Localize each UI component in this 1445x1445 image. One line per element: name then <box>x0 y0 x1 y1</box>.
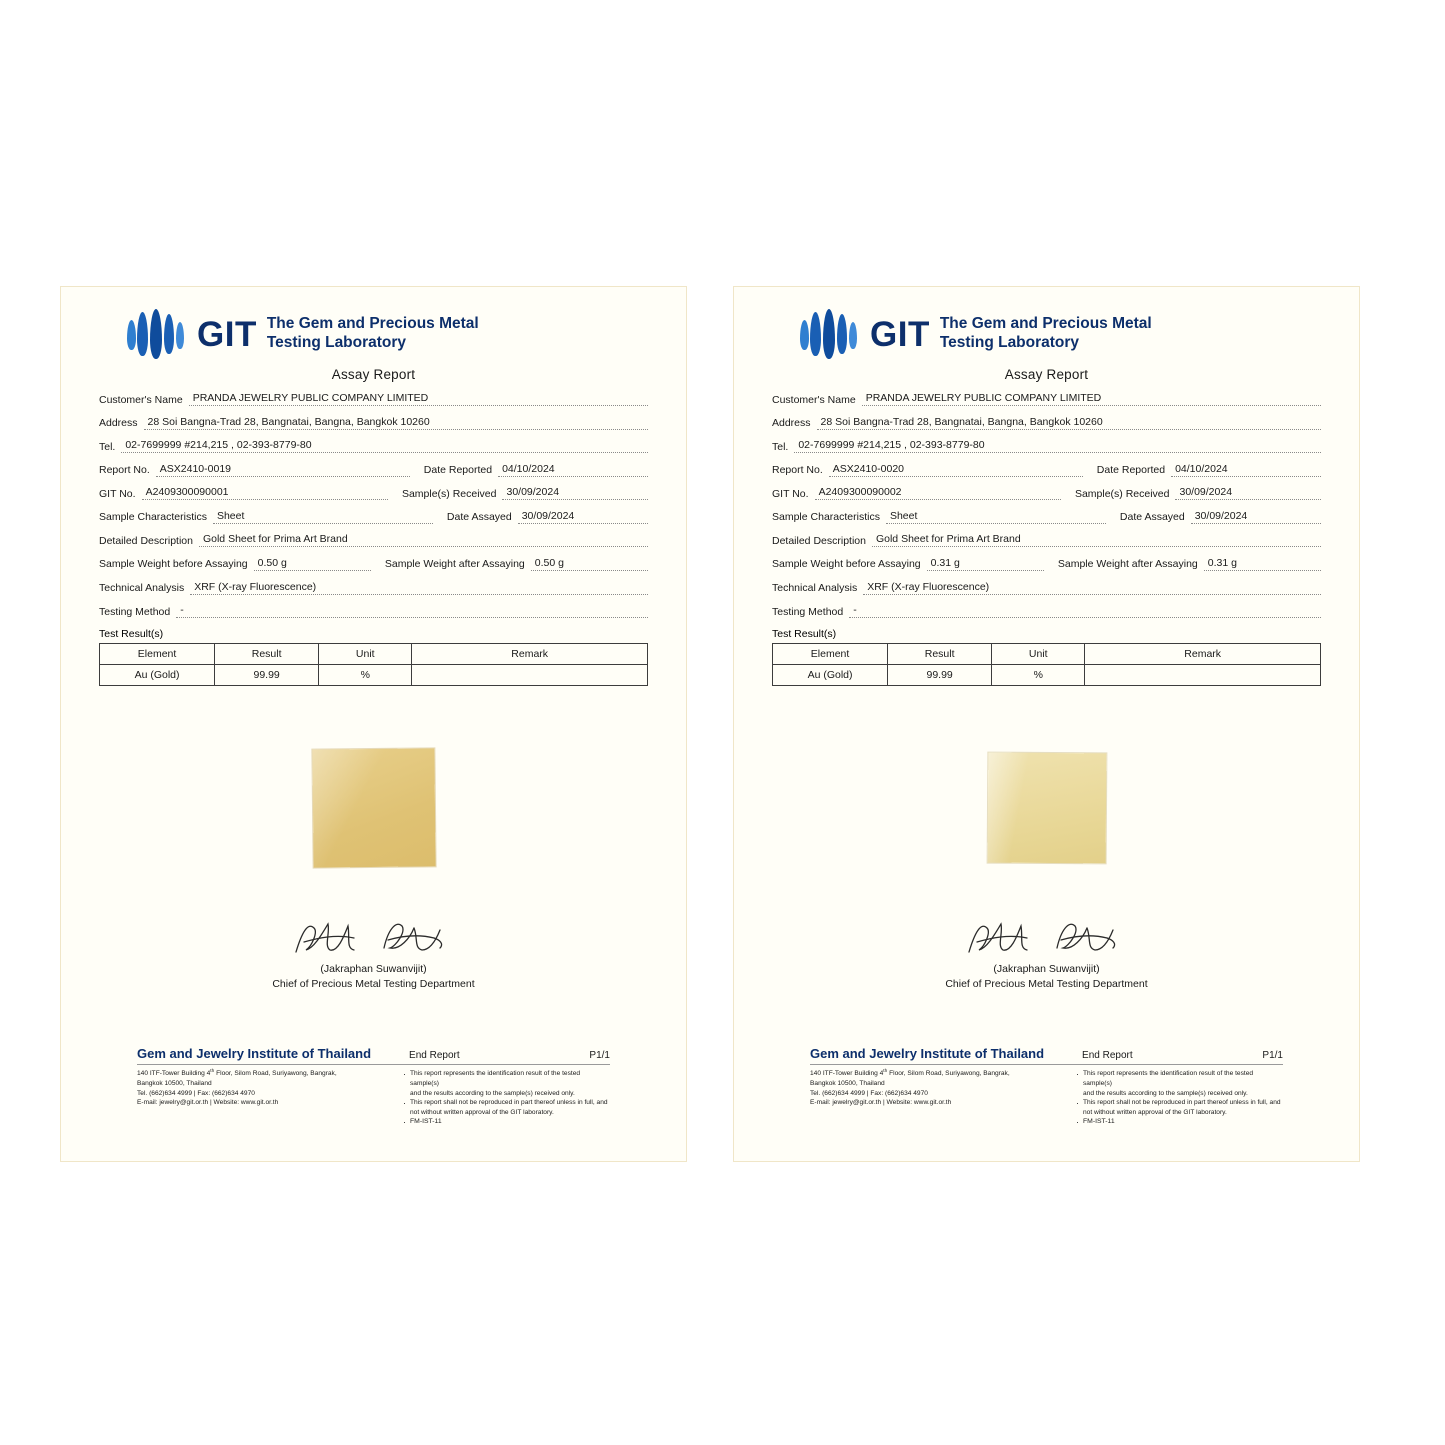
label-date-assayed: Date Assayed <box>1119 511 1185 524</box>
label-weight-before: Sample Weight before Assaying <box>99 558 248 571</box>
field-sample-characteristics-row <box>99 510 648 524</box>
label-tel: Tel. <box>772 440 789 453</box>
th-remark: Remark <box>412 643 648 664</box>
end-report-label: End Report <box>409 1050 460 1062</box>
th-unit: Unit <box>319 643 412 664</box>
signature-block <box>99 912 648 994</box>
label-weight-after: Sample Weight after Assaying <box>384 558 525 571</box>
field-tel <box>772 439 1321 453</box>
footer-note-2: · This report shall not be reproduced in part thereof unless in full, and <box>403 1098 610 1108</box>
report-header <box>99 309 648 359</box>
end-report-label: End Report <box>1082 1050 1133 1062</box>
report-header <box>772 309 1321 359</box>
form-code: · FM-IST-11 <box>403 1117 610 1127</box>
addr-line1: 140 ITF-Tower Building 4 <box>137 1070 211 1078</box>
results-table <box>772 643 1321 686</box>
value-address: 28 Soi Bangna-Trad 28, Bangnatai, Bangna, Bangkok 10260 <box>817 416 1321 430</box>
addr-line2: Bangkok 10500, Thailand <box>137 1080 212 1088</box>
field-report-no-row <box>772 463 1321 477</box>
label-samples-received: Sample(s) Received <box>401 487 497 500</box>
page-title: Assay Report <box>1004 367 1089 382</box>
addr-line1: 140 ITF-Tower Building 4 <box>810 1070 884 1078</box>
value-detailed-description: Gold Sheet for Prima Art Brand <box>872 533 1321 547</box>
label-tel: Tel. <box>99 440 116 453</box>
addr-line1-sup: th <box>883 1069 888 1075</box>
label-testing-method: Testing Method <box>772 605 844 618</box>
addr-line1-rest: Floor, Silom Road, Suriyawong, Bangrak, <box>887 1070 1010 1078</box>
brand-lab-name <box>267 315 479 353</box>
field-technical-analysis <box>772 581 1321 595</box>
label-weight-after: Sample Weight after Assaying <box>1057 558 1198 571</box>
label-date-reported: Date Reported <box>423 464 493 477</box>
sample-photo-area <box>99 710 648 906</box>
addr-line1-rest: Floor, Silom Road, Suriyawong, Bangrak, <box>214 1070 337 1078</box>
field-weights-row <box>99 557 648 571</box>
label-technical-analysis: Technical Analysis <box>772 582 858 595</box>
field-address <box>772 416 1321 430</box>
value-technical-analysis: XRF (X-ray Fluorescence) <box>190 581 648 595</box>
institute-name: Gem and Jewelry Institute of Thailand <box>137 1046 372 1062</box>
table-header-row <box>100 643 648 664</box>
value-testing-method: - <box>849 604 1321 618</box>
value-testing-method: - <box>176 604 648 618</box>
value-git-no: A2409300090002 <box>815 486 1061 500</box>
field-detailed-description <box>99 533 648 547</box>
signature-mark <box>99 912 648 960</box>
cell-result: 99.99 <box>888 664 992 685</box>
brand-lab-name <box>940 315 1152 353</box>
footer-notes <box>1076 1069 1283 1127</box>
brand-lab-line2: Testing Laboratory <box>266 334 407 351</box>
footer-note-1b: and the results according to the sample(s) received only. <box>410 1089 575 1097</box>
label-test-results: Test Result(s) <box>99 627 164 640</box>
footer-note-1: · This report represents the identification result of the tested sample(s) <box>403 1069 610 1088</box>
field-testing-method <box>772 604 1321 618</box>
footer-note-2b: not without written approval of the GIT laboratory. <box>410 1108 554 1116</box>
label-testing-method: Testing Method <box>99 605 171 618</box>
label-git-no: GIT No. <box>772 487 809 500</box>
brand-lab-line1: The Gem and Precious Metal <box>939 315 1152 333</box>
table-header-row <box>773 643 1321 664</box>
cell-remark <box>1085 664 1321 685</box>
footer-address <box>810 1069 1060 1127</box>
sample-photo-area <box>772 710 1321 906</box>
footer-notes <box>403 1069 610 1127</box>
value-samples-received: 30/09/2024 <box>502 486 648 500</box>
label-git-no: GIT No. <box>99 487 136 500</box>
field-detailed-description <box>772 533 1321 547</box>
label-weight-before: Sample Weight before Assaying <box>772 558 921 571</box>
form-code: · FM-IST-11 <box>1076 1117 1283 1127</box>
addr-line4: E-mail: jewelry@git.or.th | Website: www.git.or.th <box>137 1099 279 1107</box>
report-footer <box>137 1046 610 1127</box>
value-weight-after: 0.31 g <box>1204 557 1321 571</box>
addr-line4: E-mail: jewelry@git.or.th | Website: www.git.or.th <box>810 1099 952 1107</box>
cell-element: Au (Gold) <box>100 664 215 685</box>
value-date-reported: 04/10/2024 <box>1171 463 1321 477</box>
label-address: Address <box>772 417 811 430</box>
table-row <box>100 664 648 685</box>
addr-line2: Bangkok 10500, Thailand <box>810 1080 885 1088</box>
value-sample-characteristics: Sheet <box>213 510 433 524</box>
field-git-no-row <box>772 486 1321 500</box>
signature-block <box>772 912 1321 994</box>
field-sample-characteristics-row <box>772 510 1321 524</box>
value-git-no: A2409300090001 <box>142 486 388 500</box>
institute-name: Gem and Jewelry Institute of Thailand <box>810 1046 1045 1062</box>
field-git-no-row <box>99 486 648 500</box>
label-report-no: Report No. <box>772 464 823 477</box>
th-element: Element <box>100 643 215 664</box>
label-technical-analysis: Technical Analysis <box>99 582 185 595</box>
th-result: Result <box>888 643 992 664</box>
label-detailed-description: Detailed Description <box>772 534 866 547</box>
signer-role: Chief of Precious Metal Testing Department <box>272 978 475 991</box>
assay-report-card-2 <box>733 286 1360 1162</box>
page-number: P1/1 <box>1262 1050 1283 1062</box>
field-weights-row <box>772 557 1321 571</box>
footer-note-2: · This report shall not be reproduced in part thereof unless in full, and <box>1076 1098 1283 1108</box>
brand-lab-line1: The Gem and Precious Metal <box>266 315 479 333</box>
addr-line1-sup: th <box>210 1069 215 1075</box>
cell-unit: % <box>992 664 1085 685</box>
signature-mark <box>772 912 1321 960</box>
value-date-reported: 04/10/2024 <box>498 463 648 477</box>
footer-note-1b: and the results according to the sample(s) received only. <box>1083 1089 1248 1097</box>
field-customer-name <box>99 392 648 406</box>
report-footer <box>810 1046 1283 1127</box>
value-date-assayed: 30/09/2024 <box>518 510 648 524</box>
table-row <box>773 664 1321 685</box>
addr-line3: Tel. (662)634 4999 | Fax: (662)634 4970 <box>810 1089 928 1097</box>
label-samples-received: Sample(s) Received <box>1074 487 1170 500</box>
gold-sheet-sample-image <box>987 752 1106 863</box>
value-samples-received: 30/09/2024 <box>1175 486 1321 500</box>
signer-name: (Jakraphan Suwanvijit) <box>320 962 427 975</box>
field-customer-name <box>772 392 1321 406</box>
flames-icon <box>125 309 187 359</box>
value-tel: 02-7699999 #214,215 , 02-393-8779-80 <box>794 439 1321 453</box>
signer-role: Chief of Precious Metal Testing Department <box>945 978 1148 991</box>
value-customer-name: PRANDA JEWELRY PUBLIC COMPANY LIMITED <box>862 392 1321 406</box>
cell-result: 99.99 <box>215 664 319 685</box>
page-title: Assay Report <box>331 367 416 382</box>
flames-icon <box>798 309 860 359</box>
brand-acronym: GIT <box>870 314 930 354</box>
brand-acronym: GIT <box>197 314 257 354</box>
label-report-no: Report No. <box>99 464 150 477</box>
field-tel <box>99 439 648 453</box>
signer-name: (Jakraphan Suwanvijit) <box>993 962 1100 975</box>
footer-address <box>137 1069 387 1127</box>
field-address <box>99 416 648 430</box>
value-customer-name: PRANDA JEWELRY PUBLIC COMPANY LIMITED <box>189 392 648 406</box>
label-sample-characteristics: Sample Characteristics <box>99 511 207 524</box>
value-report-no: ASX2410-0019 <box>156 463 410 477</box>
value-technical-analysis: XRF (X-ray Fluorescence) <box>863 581 1321 595</box>
value-detailed-description: Gold Sheet for Prima Art Brand <box>199 533 648 547</box>
value-date-assayed: 30/09/2024 <box>1191 510 1321 524</box>
page-number: P1/1 <box>589 1050 610 1062</box>
label-address: Address <box>99 417 138 430</box>
value-report-no: ASX2410-0020 <box>829 463 1083 477</box>
field-report-no-row <box>99 463 648 477</box>
th-unit: Unit <box>992 643 1085 664</box>
addr-line3: Tel. (662)634 4999 | Fax: (662)634 4970 <box>137 1089 255 1097</box>
label-detailed-description: Detailed Description <box>99 534 193 547</box>
th-result: Result <box>215 643 319 664</box>
gold-sheet-sample-image <box>312 748 435 867</box>
assay-report-card-1 <box>60 286 687 1162</box>
cell-unit: % <box>319 664 412 685</box>
value-address: 28 Soi Bangna-Trad 28, Bangnatai, Bangna, Bangkok 10260 <box>144 416 648 430</box>
label-customer-name: Customer's Name <box>99 393 183 406</box>
label-sample-characteristics: Sample Characteristics <box>772 511 880 524</box>
label-date-assayed: Date Assayed <box>446 511 512 524</box>
th-element: Element <box>773 643 888 664</box>
label-test-results: Test Result(s) <box>772 627 837 640</box>
brand-lab-line2: Testing Laboratory <box>939 334 1080 351</box>
value-weight-after: 0.50 g <box>531 557 648 571</box>
label-date-reported: Date Reported <box>1096 464 1166 477</box>
cell-element: Au (Gold) <box>773 664 888 685</box>
field-testing-method <box>99 604 648 618</box>
results-table <box>99 643 648 686</box>
value-sample-characteristics: Sheet <box>886 510 1106 524</box>
value-weight-before: 0.50 g <box>254 557 371 571</box>
field-technical-analysis <box>99 581 648 595</box>
footer-note-1: · This report represents the identification result of the tested sample(s) <box>1076 1069 1283 1088</box>
footer-note-2b: not without written approval of the GIT laboratory. <box>1083 1108 1227 1116</box>
value-tel: 02-7699999 #214,215 , 02-393-8779-80 <box>121 439 648 453</box>
label-customer-name: Customer's Name <box>772 393 856 406</box>
cell-remark <box>412 664 648 685</box>
th-remark: Remark <box>1085 643 1321 664</box>
value-weight-before: 0.31 g <box>927 557 1044 571</box>
